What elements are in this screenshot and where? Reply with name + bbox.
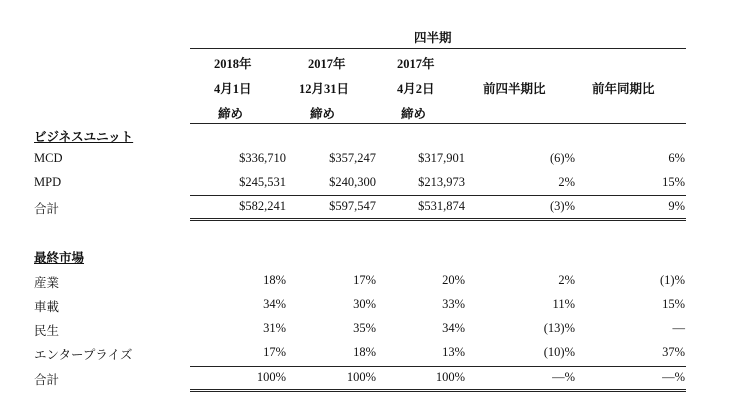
row-enterprise-col4: (10)% [543,345,575,359]
row-mpd-col4: 2% [558,175,575,189]
row-mpd-col1: $245,531 [239,175,286,189]
row-em-total-label: 合計 [34,373,60,387]
business-units-title: ビジネスユニット [34,130,134,144]
header-top-rule [190,48,686,49]
row-mcd-col5: 6% [668,151,685,165]
row-enterprise-col3: 13% [442,345,465,359]
row-mcd-col1: $336,710 [239,151,286,165]
row-automotive-col4: 11% [552,297,575,311]
row-enterprise-col1: 17% [263,345,286,359]
row-bu-total-col2: $597,547 [329,199,376,213]
col1-header-line1: 2018年 [214,57,252,71]
row-mcd-label: MCD [34,151,63,165]
em-total-top-rule [190,366,686,367]
row-automotive-col3: 33% [442,297,465,311]
row-consumer-col2: 35% [353,321,376,335]
col5-header: 前年同期比 [592,82,655,96]
row-mpd-col2: $240,300 [329,175,376,189]
row-consumer-col5: — [672,321,685,335]
col2-header-line1: 2017年 [308,57,346,71]
row-consumer-col3: 34% [442,321,465,335]
bu-total-double-rule [190,218,686,221]
col3-header-line1: 2017年 [397,57,435,71]
row-enterprise-label: エンタープライズ [34,348,133,362]
row-em-total-col2: 100% [346,370,376,384]
row-em-total-col4: —% [552,370,575,384]
row-enterprise-col5: 37% [662,345,685,359]
row-mcd-col4: (6)% [550,151,575,165]
row-industrial-col2: 17% [353,273,376,287]
row-industrial-col4: 2% [558,273,575,287]
row-bu-total-col3: $531,874 [418,199,465,213]
group-title: 四半期 [414,31,452,45]
row-bu-total-label: 合計 [34,202,60,216]
header-bottom-rule [190,123,686,124]
em-total-double-rule [190,389,686,392]
row-mcd-col2: $357,247 [329,151,376,165]
col3-header-line2: 4月2日 [397,82,435,96]
row-mpd-label: MPD [34,175,62,189]
row-mpd-col5: 15% [662,175,685,189]
row-automotive-col5: 15% [662,297,685,311]
row-industrial-col5: (1)% [660,273,685,287]
col3-header-line3: 締め [401,107,427,121]
row-bu-total-col1: $582,241 [239,199,286,213]
row-consumer-col1: 31% [263,321,286,335]
row-automotive-label: 車載 [34,300,60,314]
row-consumer-label: 民生 [34,324,60,338]
row-em-total-col5: —% [662,370,685,384]
row-mpd-col3: $213,973 [418,175,465,189]
row-em-total-col1: 100% [256,370,286,384]
row-enterprise-col2: 18% [353,345,376,359]
row-automotive-col2: 30% [353,297,376,311]
row-automotive-col1: 34% [263,297,286,311]
row-mcd-col3: $317,901 [418,151,465,165]
bu-total-top-rule [190,195,686,196]
col4-header: 前四半期比 [483,82,546,96]
row-industrial-label: 産業 [34,276,60,290]
end-markets-title: 最終市場 [34,251,85,265]
col1-header-line3: 締め [218,107,244,121]
col1-header-line2: 4月1日 [214,82,252,96]
row-bu-total-col5: 9% [668,199,685,213]
col2-header-line2: 12月31日 [299,82,350,96]
row-consumer-col4: (13)% [543,321,575,335]
row-industrial-col1: 18% [263,273,286,287]
row-bu-total-col4: (3)% [550,199,575,213]
row-em-total-col3: 100% [435,370,465,384]
row-industrial-col3: 20% [442,273,465,287]
col2-header-line3: 締め [310,107,336,121]
